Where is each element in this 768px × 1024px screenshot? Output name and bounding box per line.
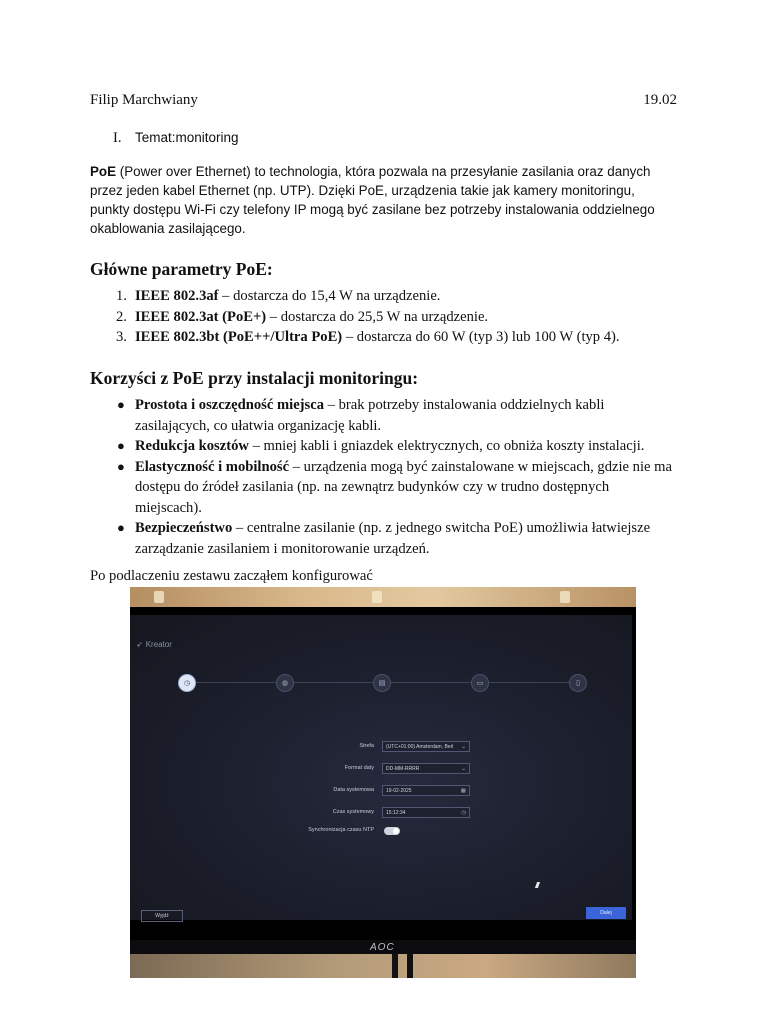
chevron-down-icon: ⌄: [461, 744, 466, 750]
camera-icon: ▭: [476, 679, 484, 687]
system-time-label: Czas systemowy: [332, 809, 374, 815]
item-bold: Redukcja kosztów: [135, 438, 249, 454]
date-format-value: DD-MM-RRRR: [386, 766, 420, 772]
chevron-down-icon: ⌄: [461, 766, 466, 772]
lamp-icon: [560, 591, 570, 603]
item-bold: IEEE 802.3bt (PoE++/Ultra PoE): [135, 329, 343, 345]
paper-plane-icon: ➶: [136, 640, 143, 649]
next-button[interactable]: Dalej: [586, 907, 626, 919]
list-item: [90, 307, 690, 328]
system-date-value: 19-02-2025: [386, 788, 412, 794]
item-text: – brak potrzeby instalowania oddzielnych kabli zasilających, co ułatwia organizację kabli.: [135, 397, 605, 434]
ntp-toggle[interactable]: [384, 827, 400, 835]
monitor: [130, 607, 636, 940]
globe-icon: ◍: [281, 679, 289, 687]
params-heading: Główne parametry PoE:: [90, 259, 273, 279]
item-bold: Bezpieczeństwo: [135, 520, 233, 536]
item-text: – dostarcza do 25,5 W na urządzenie.: [266, 308, 489, 325]
step-device[interactable]: [569, 674, 587, 692]
list-number: 2.: [116, 308, 127, 325]
device-icon: ▯: [576, 679, 580, 687]
system-date-input[interactable]: [382, 785, 470, 796]
list-number: 3.: [116, 329, 127, 345]
disk-icon: ▤: [378, 679, 386, 687]
list-item: [90, 286, 690, 307]
item-text: – dostarcza do 15,4 W na urządzenie.: [218, 288, 441, 304]
intro-text: (Power over Ethernet) to technologia, która pozwala na przesyłanie zasilania oraz danych przez jeden kabel Ethernet (np. UTP). Dzięki PoE, urządzenia takie jak kamery monitoringu, punkty dostępu Wi-Fi czy telefony IP mogą być zasilane bez potrzeby instalowania oddzielnego okablowania zasilającego.: [90, 164, 655, 236]
item-text: – centralne zasilanie (np. z jednego switcha PoE) umożliwia łatwiejsze zarządzanie zasilaniem i monitorowanie urządzeń.: [135, 520, 651, 557]
timezone-label: Strefa: [359, 743, 374, 749]
item-text: – dostarcza do 60 W (typ 3) lub 100 W (typ 4).: [342, 329, 620, 345]
list-item: [90, 395, 675, 436]
wizard-brand-label: Kreator: [145, 640, 172, 649]
item-bold: IEEE 802.3at (PoE+): [135, 308, 267, 325]
lamp-icon: [372, 591, 382, 603]
list-number: 1.: [116, 288, 127, 304]
author-name: Filip Marchwiany: [90, 92, 198, 108]
benefits-list: [90, 395, 675, 559]
calendar-icon: ▦: [460, 788, 466, 794]
bullet-icon: ●: [117, 520, 125, 535]
clock-icon: ◷: [461, 810, 466, 816]
item-bold: Prostota i oszczędność miejsca: [135, 397, 324, 413]
list-item: [90, 518, 675, 559]
benefits-heading: Korzyści z PoE przy instalacji monitoringu:: [90, 368, 419, 388]
monitor-stand: [407, 954, 413, 978]
clock-icon: ◷: [183, 679, 191, 687]
intro-paragraph: [90, 162, 675, 238]
lamp-icon: [154, 591, 164, 603]
system-date-label: Data systemowa: [333, 787, 374, 793]
step-storage[interactable]: [373, 674, 391, 692]
step-network[interactable]: [276, 674, 294, 692]
item-bold: IEEE 802.3af: [135, 288, 219, 304]
system-time-input[interactable]: [382, 807, 470, 818]
list-item: [90, 436, 675, 457]
timezone-select[interactable]: [382, 741, 470, 752]
list-item: [90, 457, 675, 519]
step-camera[interactable]: [471, 674, 489, 692]
date-format-select[interactable]: [382, 763, 470, 774]
wizard-screen: [130, 615, 632, 920]
item-text: – mniej kabli i gniazdek elektrycznych, co obniża koszty instalacji.: [248, 438, 645, 454]
document-date: 19.02: [643, 92, 677, 108]
exit-button[interactable]: Wyjdź: [141, 910, 183, 922]
ntp-label: Synchronizacja czasu NTP: [308, 827, 374, 833]
wizard-brand: [136, 640, 172, 649]
timezone-value: (UTC+01:00) Amsterdam, Berl: [386, 744, 454, 750]
section-title-text: Temat:monitoring: [135, 130, 239, 145]
bullet-icon: ●: [117, 438, 125, 453]
monitor-logo: AOC: [370, 942, 395, 953]
monitor-stand: [392, 954, 398, 978]
step-clock[interactable]: [178, 674, 196, 692]
list-item: [90, 327, 690, 348]
after-paragraph: Po podlaczeniu zestawu zacząłem konfigurować: [90, 568, 373, 584]
section-title: [113, 130, 239, 147]
bullet-icon: ●: [117, 397, 125, 412]
desk-background: [130, 954, 636, 978]
monitor-photo: [130, 587, 636, 978]
section-number: I.: [113, 130, 122, 146]
mouse-cursor-icon: [535, 882, 540, 888]
date-format-label: Format daty: [344, 765, 374, 771]
item-text: – urządzenia mogą być zainstalowane w miejscach, gdzie nie ma dostępu do źródeł zasilania (np. na zewnątrz budynków czy w trudno dostępnych miejscach).: [135, 458, 672, 516]
intro-bold: PoE: [90, 164, 117, 179]
item-bold: Elastyczność i mobilność: [135, 458, 290, 475]
bullet-icon: ●: [117, 458, 125, 474]
system-time-value: 15:12:34: [386, 810, 406, 816]
params-list: [90, 286, 690, 348]
